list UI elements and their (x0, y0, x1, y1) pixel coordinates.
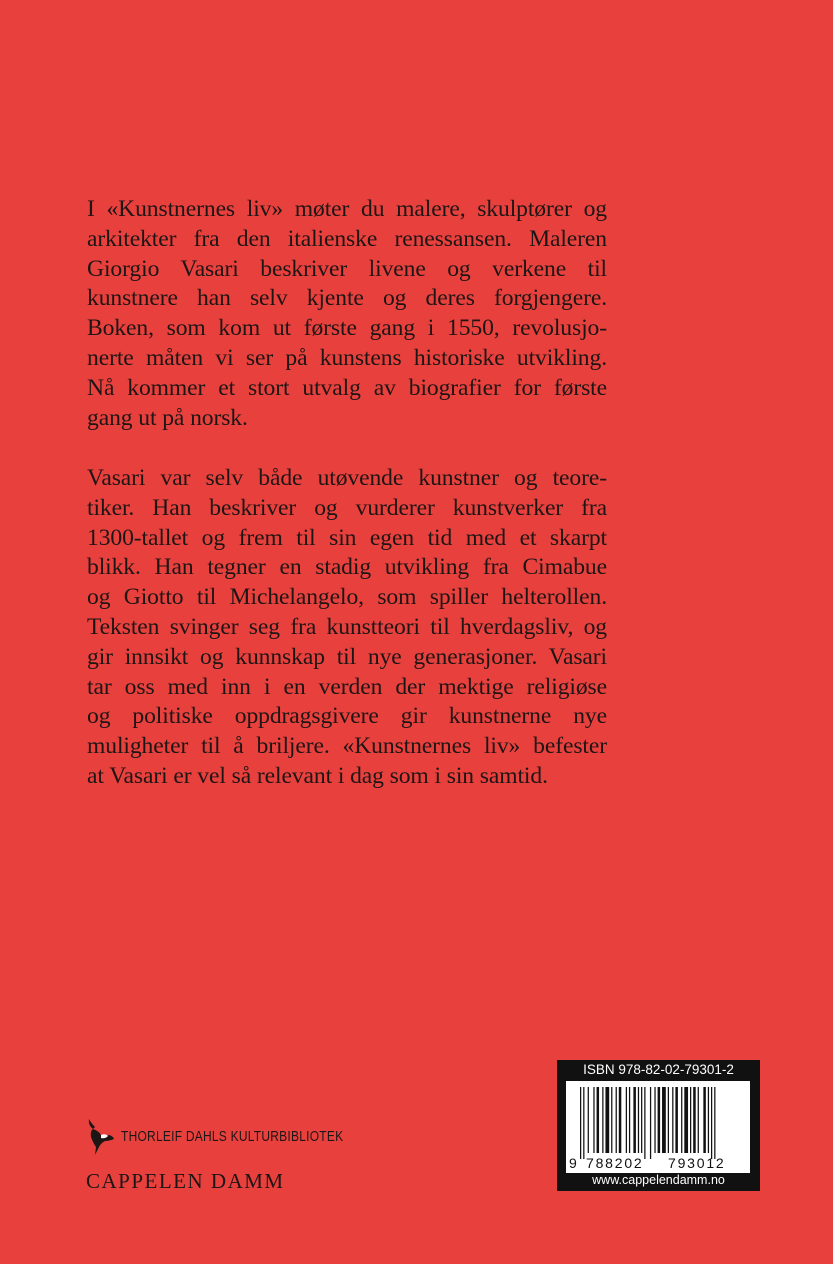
barcode-bar (650, 1087, 651, 1159)
barcode-bar (675, 1087, 678, 1153)
barcode-bar (619, 1087, 622, 1153)
blurb-line: Giorgio Vasari beskriver livene og verkene til (87, 255, 607, 282)
series-name: THORLEIF DAHLS KULTURBIBLIOTEK (121, 1128, 344, 1145)
blurb-line: Nå kommer et stort utvalg av biografier for første (87, 374, 607, 401)
blurb-line: arkitekter fra den italienske renessansen. Maleren (87, 225, 607, 252)
barcode-bar (597, 1087, 600, 1153)
isbn-label: ISBN 978-82-02-79301-2 (583, 1062, 734, 1077)
blurb-line: gang ut på norsk. (87, 404, 248, 431)
barcode-bar (593, 1087, 594, 1153)
blurb-line: nerte måten vi ser på kunstens historiske utvikling. (87, 344, 607, 371)
blurb-line: kunstnere han selv kjente og deres forgjengere. (87, 285, 607, 312)
barcode-digits-left: 788202 (586, 1155, 644, 1171)
barcode-bar (602, 1087, 603, 1153)
barcode-bar (611, 1087, 612, 1153)
barcode-bar (703, 1087, 706, 1153)
barcode-bar (638, 1087, 639, 1153)
blurb-line: 1300-tallet og frem til sin egen tid med et skarpt (87, 524, 607, 551)
barcode-bar (583, 1087, 584, 1159)
blurb-line: at Vasari er vel så relevant i dag som i sin samtid. (87, 762, 548, 789)
barcode-bar (616, 1087, 617, 1153)
bird-logo-icon (85, 1115, 115, 1157)
blurb-paragraph-2 (87, 464, 607, 792)
barcode-digits (566, 1155, 750, 1171)
barcode-bar (654, 1087, 655, 1153)
barcode-bar (693, 1087, 696, 1153)
blurb-line: muligheter til å briljere. «Kunstnernes liv» befester (87, 733, 607, 760)
blurb-line: tiker. Han beskriver og vurderer kunstverker fra (87, 494, 607, 521)
barcode-bar (658, 1087, 661, 1153)
blurb-line: Vasari var selv både utøvende kunstner og teore- (87, 465, 607, 491)
barcode-bar (605, 1087, 609, 1153)
blurb-line: tar oss med inn i en verden der mektige religiøse (87, 673, 607, 700)
blurb-line: og politiske oppdragsgivere gir kunstnerne nye (87, 703, 607, 730)
isbn-barcode-box (557, 1060, 760, 1191)
barcode-bar (708, 1087, 709, 1153)
blurb-line: I «Kunstnernes liv» møter du malere, skulptører og (87, 196, 607, 222)
barcode-bar (690, 1087, 691, 1153)
barcode-bar (662, 1087, 666, 1153)
barcode-bar (580, 1087, 581, 1159)
barcode-bar (629, 1087, 630, 1153)
barcode-bar (633, 1087, 636, 1153)
barcode-bar (641, 1087, 642, 1153)
barcode-bar (711, 1087, 712, 1159)
blurb-line: og Giotto til Michelangelo, som spiller helterollen. (87, 584, 607, 611)
barcode-digit-first: 9 (569, 1155, 577, 1171)
blurb-paragraph-1 (87, 195, 607, 433)
blurb-line: gir innsikt og kunnskap til nye generasjoner. Vasari (87, 643, 607, 670)
barcode-bar (714, 1087, 715, 1159)
barcode-bar (644, 1087, 645, 1159)
blurb-line: blikk. Han tegner en stadig utvikling fra Cimabue (87, 554, 607, 581)
barcode-bar (626, 1087, 627, 1153)
website-link[interactable]: www.cappelendamm.no (592, 1173, 725, 1187)
barcode-bar (672, 1087, 673, 1153)
barcode (566, 1081, 750, 1173)
barcode-bar (681, 1087, 682, 1153)
blurb-line: Teksten svinger seg fra kunstteori til hverdagsliv, og (87, 613, 607, 640)
publisher-logo: CAPPELEN DAMM (86, 1169, 285, 1193)
barcode-digits-right: 793012 (668, 1155, 726, 1171)
blurb-line: Boken, som kom ut første gang i 1550, revolusjo- (87, 315, 607, 342)
barcode-bar (588, 1087, 589, 1153)
barcode-bar (698, 1087, 699, 1153)
barcode-bar (684, 1087, 688, 1153)
barcode-bar (668, 1087, 669, 1153)
